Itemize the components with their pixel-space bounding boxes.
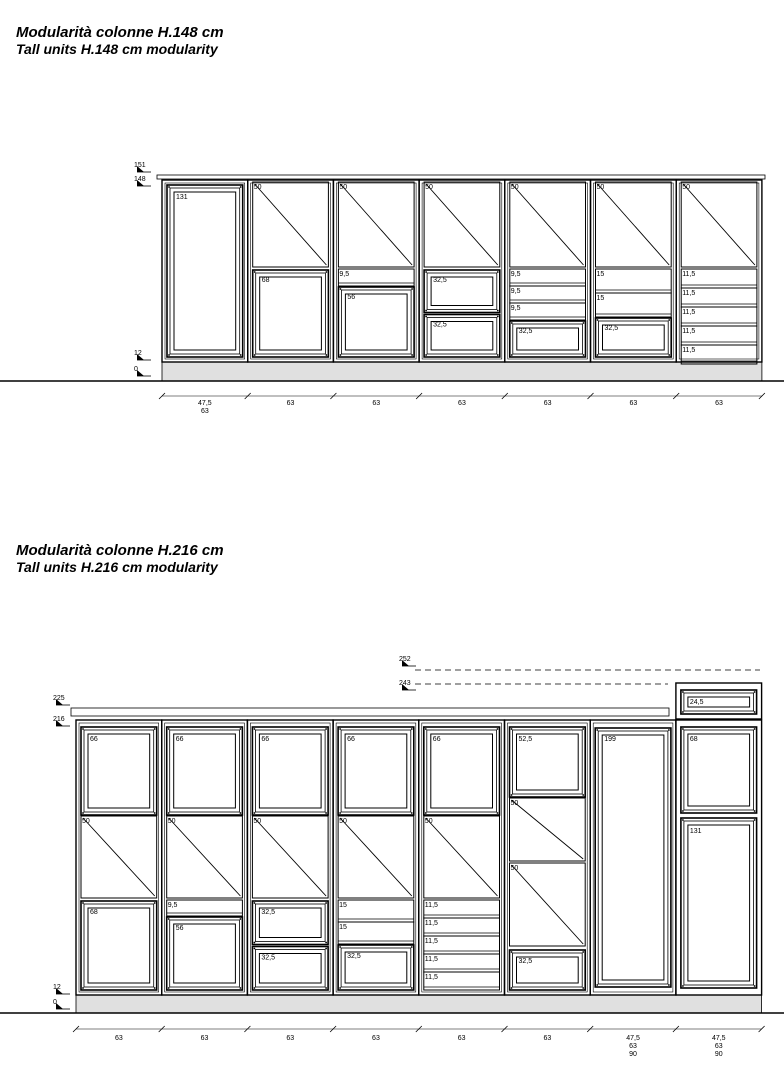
s1-drawer-4-knob xyxy=(583,322,585,324)
section1-title-it: Modularità colonne H.148 cm xyxy=(16,24,224,41)
s2-width-6-value: 47,5 xyxy=(626,1035,640,1042)
s2-door-top-3-knob xyxy=(411,812,413,814)
s1-door-1-knob xyxy=(254,354,256,356)
s2-drawer-2-knob xyxy=(254,942,256,944)
s2-door-1-knob xyxy=(168,918,170,920)
s2-open-cell-5-diagonal xyxy=(512,865,584,944)
s2-door-top-1-knob xyxy=(240,728,242,730)
s2-level-252-label: 252 xyxy=(399,656,411,663)
s2-door-top-label-0: 66 xyxy=(90,736,98,743)
s2-shelf-label-3: 15 xyxy=(339,902,347,909)
s1-plinth xyxy=(162,362,762,381)
s1-drawer-label-3: 32,5 xyxy=(433,321,447,329)
s2-door-top-5-knob xyxy=(582,728,584,730)
s2-drawer-label-3: 32,5 xyxy=(347,953,361,960)
s2-door-top-7-knob xyxy=(682,728,684,730)
s2-cap-label: 24,5 xyxy=(689,699,704,706)
s1-shelf-label-2: 9,5 xyxy=(339,271,350,278)
s1-door-0-raised xyxy=(174,192,236,350)
s1-level-148-label: 148 xyxy=(134,176,146,183)
s1-drawer-label-4: 32,5 xyxy=(518,328,533,335)
s2-door-top-4-knob xyxy=(497,728,499,730)
s1-door-2-knob xyxy=(411,354,413,356)
s2-width-6-value: 63 xyxy=(629,1043,637,1050)
s1-drawer-3-knob xyxy=(497,271,499,273)
s1-width-2-value: 63 xyxy=(372,400,381,407)
s1-shelf-5 xyxy=(596,293,672,317)
s1-shelf-label-6: 11,5 xyxy=(682,309,696,316)
s2-open-cell-4-diagonal xyxy=(426,818,498,896)
s2-door-top-label-1: 66 xyxy=(175,736,184,743)
s2-door-0-knob xyxy=(82,902,84,904)
s2-shelf-1 xyxy=(167,900,243,916)
s2-door-top-7-knob xyxy=(754,728,756,730)
s1-door-1-knob xyxy=(326,271,328,273)
s2-door-full-6-inner xyxy=(598,731,668,984)
s1-shelf-label-6: 11,5 xyxy=(682,290,696,297)
s2-level-0-arrow xyxy=(56,1003,63,1009)
s1-column-0 xyxy=(162,180,248,362)
s1-door-1-knob xyxy=(254,271,256,273)
s1-width-5-value: 63 xyxy=(629,400,638,407)
s2-drawer-2-knob xyxy=(254,948,256,950)
s2-shelf-label-1: 9,5 xyxy=(167,902,178,909)
s2-door-1-knob xyxy=(240,987,242,989)
s2-drawer-5-knob xyxy=(582,987,584,989)
s2-open-cell-5-diagonal xyxy=(512,800,584,859)
s2-door-top-4-raised xyxy=(431,734,493,808)
s1-shelf-label-4: 9,5 xyxy=(510,305,521,312)
s2-column-5-frame xyxy=(508,723,588,992)
s1-drawer-label-3: 32,5 xyxy=(433,277,447,284)
s2-shelf-label-4: 11,5 xyxy=(424,920,438,927)
s1-shelf-2 xyxy=(338,269,414,286)
section2-title-en: Tall units H.216 cm modularity xyxy=(16,559,218,576)
s2-column-6-frame xyxy=(593,723,673,992)
s1-door-2-raised xyxy=(345,294,407,350)
s2-drawer-label-2: 32,5 xyxy=(261,909,276,916)
s2-column-5 xyxy=(505,720,591,995)
s1-door-0-inner xyxy=(170,188,240,354)
s2-drawer-3-knob xyxy=(411,987,413,989)
s2-drawer-2-knob xyxy=(325,948,327,950)
s1-shelf-label-4: 9,5 xyxy=(510,271,521,278)
s1-door-0-knob xyxy=(168,354,170,356)
s1-door-1-inner xyxy=(256,273,326,354)
s2-column-7 xyxy=(676,720,762,995)
s1-open-cell-2-diagonal xyxy=(340,184,412,265)
s2-door-main-7-knob xyxy=(754,985,756,987)
s1-drawer-5-knob xyxy=(597,354,599,356)
s1-drawer-3-knob xyxy=(425,316,427,318)
s1-drawer-3-knob xyxy=(425,354,427,356)
s1-door-0-knob xyxy=(240,186,242,188)
s1-column-3 xyxy=(419,180,505,362)
s2-drawer-2-knob xyxy=(254,902,256,904)
s2-level-216-label: 216 xyxy=(53,716,65,723)
s2-door-full-6-knob xyxy=(668,729,670,731)
s1-drawer-3-knob xyxy=(497,310,499,312)
s2-door-main-7-raised xyxy=(688,825,750,981)
s2-level-12-label: 12 xyxy=(53,984,61,991)
s1-door-1-raised xyxy=(260,277,322,350)
s1-open-cell-1-diagonal xyxy=(255,184,327,265)
s2-door-main-7-inner xyxy=(684,821,754,985)
s2-door-main-7-knob xyxy=(682,985,684,987)
s1-door-1-knob xyxy=(326,354,328,356)
s2-drawer-5-knob xyxy=(511,987,513,989)
s2-width-6-value: 90 xyxy=(629,1051,637,1058)
s2-width-7-value: 63 xyxy=(714,1043,723,1050)
s2-width-4-value: 63 xyxy=(457,1035,466,1042)
s2-drawer-2-knob xyxy=(325,942,327,944)
s2-level-225-label: 225 xyxy=(53,695,65,702)
s1-open-label-3: 50 xyxy=(425,184,433,191)
s2-drawer-label-2: 32,5 xyxy=(261,954,276,962)
s2-open-cell-2-diagonal xyxy=(254,818,326,896)
s2-door-top-0-knob xyxy=(82,812,84,814)
s2-door-top-1-knob xyxy=(168,812,170,814)
s2-door-1-knob xyxy=(168,987,170,989)
s2-door-1-raised xyxy=(174,924,236,983)
s2-door-full-6 xyxy=(595,728,671,987)
s2-door-0-inner xyxy=(84,904,154,987)
s2-door-top-0-knob xyxy=(154,728,156,730)
s2-level-243-label: 243 xyxy=(399,680,411,687)
s2-door-1-knob xyxy=(240,918,242,920)
s2-door-0-knob xyxy=(154,987,156,989)
s2-door-main-label-7: 131 xyxy=(689,828,702,835)
s1-open-cell-3-diagonal xyxy=(426,184,498,265)
s2-door-label-1: 56 xyxy=(175,925,184,932)
s2-door-0-raised xyxy=(88,908,150,983)
s1-shelf-label-6: 11,5 xyxy=(682,271,696,278)
s2-door-top-label-5: 52,5 xyxy=(518,736,533,743)
s1-door-2-knob xyxy=(411,288,413,290)
s2-door-top-2-knob xyxy=(325,812,327,814)
s2-shelf-label-3: 15 xyxy=(339,924,347,931)
s1-shelf-label-4: 9,5 xyxy=(510,288,521,295)
s2-column-6 xyxy=(590,720,676,995)
s1-column-0-frame xyxy=(165,183,245,359)
s1-drawer-4-knob xyxy=(511,322,513,324)
s1-shelf-5 xyxy=(596,269,672,293)
s1-drawer-4-knob xyxy=(511,354,513,356)
s2-cap-drawer-knob xyxy=(682,691,684,693)
section2-title-it: Modularità colonne H.216 cm xyxy=(16,542,224,559)
s2-door-top-2-raised xyxy=(259,734,321,808)
s2-door-top-label-7: 68 xyxy=(689,736,698,743)
s2-cornice xyxy=(71,708,669,716)
s2-width-0-value: 63 xyxy=(114,1035,123,1042)
s2-shelf-label-4: 11,5 xyxy=(424,974,438,981)
s2-drawer-3-knob xyxy=(339,946,341,948)
s2-door-top-4-knob xyxy=(425,812,427,814)
s1-open-cell-5-diagonal xyxy=(598,184,670,265)
s2-open-label-5: 50 xyxy=(510,865,519,872)
s2-door-top-7-raised xyxy=(688,734,750,806)
s2-door-top-5-knob xyxy=(511,794,513,796)
s2-door-top-7-knob xyxy=(682,810,684,812)
s2-door-main-7-knob xyxy=(754,819,756,821)
s2-width-2-value: 63 xyxy=(286,1035,295,1042)
s2-open-label-5: 50 xyxy=(510,800,519,807)
s2-drawer-2-knob xyxy=(254,987,256,989)
s2-door-main-7-knob xyxy=(682,819,684,821)
s2-width-3-value: 63 xyxy=(372,1035,380,1042)
s2-drawer-3-knob xyxy=(411,946,413,948)
s1-column-5-frame xyxy=(594,183,674,359)
s1-width-4-value: 63 xyxy=(543,400,552,407)
s1-shelf-4 xyxy=(510,269,586,286)
s2-width-7-value: 90 xyxy=(714,1051,723,1058)
s2-drawer-5 xyxy=(510,950,586,990)
s1-drawer-label-5: 32,5 xyxy=(604,325,619,332)
s1-drawer-3-knob xyxy=(497,316,499,318)
s2-open-label-1: 50 xyxy=(167,818,176,825)
s2-door-top-0-raised xyxy=(88,734,150,808)
s1-column-3-frame xyxy=(422,183,502,359)
s2-door-label-0: 68 xyxy=(90,909,98,916)
s2-door-top-3-knob xyxy=(339,728,341,730)
s1-drawer-3-knob xyxy=(497,354,499,356)
s1-drawer-3-knob xyxy=(425,271,427,273)
s1-door-0-knob xyxy=(240,354,242,356)
s1-door-2-knob xyxy=(340,354,342,356)
s1-width-1-value: 63 xyxy=(286,400,295,407)
s2-open-label-0: 50 xyxy=(82,818,90,825)
s1-door-label-1: 68 xyxy=(261,277,270,284)
s1-open-label-1: 50 xyxy=(253,184,262,191)
s2-width-5-value: 63 xyxy=(543,1035,552,1042)
s1-shelf-label-5: 15 xyxy=(596,271,605,278)
s2-plinth xyxy=(76,995,762,1013)
s2-drawer-3-knob xyxy=(339,987,341,989)
s1-drawer-5-knob xyxy=(597,319,599,321)
s1-drawer-5-knob xyxy=(668,319,670,321)
s2-door-top-5-knob xyxy=(582,794,584,796)
s1-door-0-knob xyxy=(168,186,170,188)
s2-door-full-6-raised xyxy=(602,735,664,980)
s2-door-top-label-3: 66 xyxy=(347,736,355,743)
s2-open-label-3: 50 xyxy=(339,818,347,825)
s2-door-top-0-knob xyxy=(82,728,84,730)
s2-door-top-0-knob xyxy=(154,812,156,814)
s2-cap-drawer-knob xyxy=(754,691,756,693)
s2-shelf-label-4: 11,5 xyxy=(424,938,438,945)
section1-title-en: Tall units H.148 cm modularity xyxy=(16,41,218,58)
s2-width-1-value: 63 xyxy=(200,1035,209,1042)
s2-drawer-5-knob xyxy=(511,951,513,953)
s2-open-cell-3-diagonal xyxy=(340,818,412,896)
s2-door-top-label-4: 66 xyxy=(432,736,441,743)
s1-column-1-frame xyxy=(251,183,331,359)
s1-worktop xyxy=(157,175,765,179)
s2-door-top-2-knob xyxy=(325,728,327,730)
s2-door-top-2-knob xyxy=(254,812,256,814)
s1-level-151-label: 151 xyxy=(134,162,146,169)
s1-shelf-label-6: 11,5 xyxy=(682,328,696,335)
s1-drawer-4 xyxy=(510,321,586,357)
s2-cap-drawer-knob xyxy=(682,711,684,713)
s1-width-3-value: 63 xyxy=(458,400,466,407)
s1-shelf-4 xyxy=(510,303,586,320)
s1-width-6-value: 63 xyxy=(715,400,723,407)
s1-shelf-4 xyxy=(510,286,586,303)
s2-door-top-1-knob xyxy=(168,728,170,730)
s2-drawer-2-knob xyxy=(325,987,327,989)
s1-shelf-label-5: 15 xyxy=(596,295,605,302)
s2-drawer-label-5: 32,5 xyxy=(518,958,533,965)
s2-door-full-6-knob xyxy=(668,984,670,986)
s1-door-2-knob xyxy=(340,288,342,290)
s2-door-top-5-knob xyxy=(511,728,513,730)
s2-open-label-4: 50 xyxy=(424,818,433,825)
s1-shelf-label-6: 11,5 xyxy=(682,347,696,354)
s2-door-top-4-knob xyxy=(425,728,427,730)
s2-drawer-5-knob xyxy=(582,951,584,953)
s1-door-0 xyxy=(167,185,243,357)
s1-drawer-4-knob xyxy=(583,354,585,356)
s2-door-full-6-knob xyxy=(596,729,598,731)
s2-door-top-4-knob xyxy=(497,812,499,814)
s2-door-main-7 xyxy=(681,818,757,988)
s1-column-1 xyxy=(248,180,334,362)
s2-door-top-3-raised xyxy=(345,734,407,808)
s2-open-label-2: 50 xyxy=(253,818,262,825)
s1-width-0-value: 47,5 xyxy=(198,400,212,407)
s1-drawer-5-knob xyxy=(668,354,670,356)
s2-drawer-2-knob xyxy=(325,902,327,904)
s1-open-label-5: 50 xyxy=(596,184,605,191)
s1-open-label-4: 50 xyxy=(510,184,519,191)
s2-door-full-6-knob xyxy=(596,984,598,986)
s2-door-top-7-knob xyxy=(754,810,756,812)
s1-drawer-3-knob xyxy=(425,310,427,312)
s2-cap-drawer-knob xyxy=(754,711,756,713)
s2-door-full-label-6: 199 xyxy=(604,736,616,743)
s1-door-label-2: 56 xyxy=(347,294,356,301)
s2-shelf-label-4: 11,5 xyxy=(424,902,438,909)
s2-door-top-2-knob xyxy=(254,728,256,730)
s1-level-0-arrow xyxy=(137,370,144,376)
s2-door-top-3-knob xyxy=(411,728,413,730)
s2-level-0-label: 0 xyxy=(53,999,57,1006)
s1-open-cell-4-diagonal xyxy=(512,184,584,265)
s2-door-top-3-knob xyxy=(339,812,341,814)
s1-width-0-value: 63 xyxy=(200,408,209,415)
s1-open-cell-6-diagonal xyxy=(683,184,755,265)
s2-door-0-knob xyxy=(154,902,156,904)
s1-open-label-2: 50 xyxy=(339,184,348,191)
s2-door-top-label-2: 66 xyxy=(261,736,270,743)
s2-open-cell-0-diagonal xyxy=(83,818,155,896)
s2-door-0-knob xyxy=(82,987,84,989)
s2-door-top-1-raised xyxy=(174,734,236,808)
s2-shelf-label-4: 11,5 xyxy=(424,956,438,963)
s1-level-0-label: 0 xyxy=(134,366,138,373)
s2-door-top-1-knob xyxy=(240,812,242,814)
s1-open-label-6: 50 xyxy=(682,184,690,191)
s2-open-cell-1-diagonal xyxy=(169,818,241,896)
s1-door-label-0: 131 xyxy=(176,194,188,201)
s1-drawer-5 xyxy=(596,318,672,357)
s2-width-7-value: 47,5 xyxy=(711,1035,726,1042)
s1-level-12-label: 12 xyxy=(134,350,142,357)
